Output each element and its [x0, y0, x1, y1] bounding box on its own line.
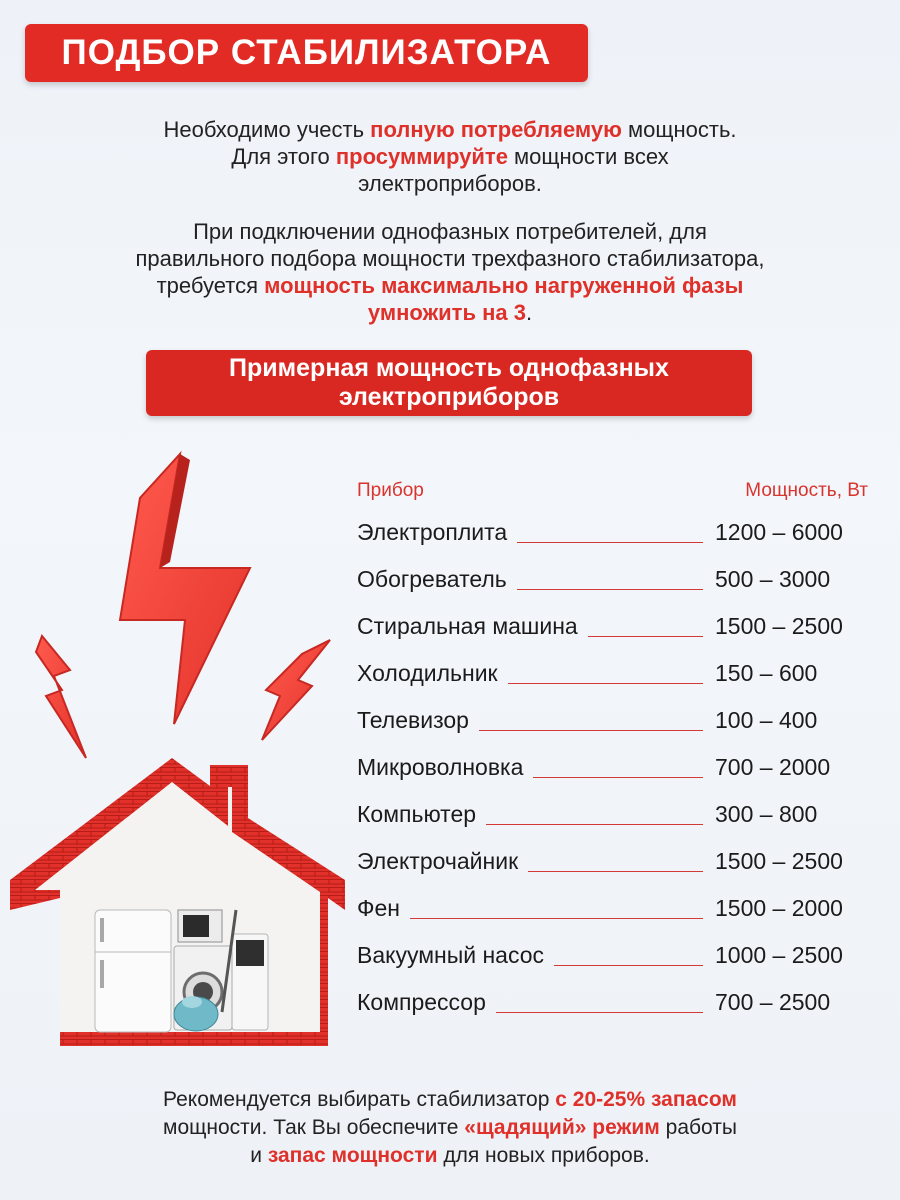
table-banner — [146, 350, 752, 416]
intro2-text-a: При подключении однофазных потребителей, для — [193, 219, 707, 244]
title-banner — [25, 24, 588, 82]
power-value: 1500 – 2500 — [715, 613, 843, 639]
intro1-text-d: Для этого — [231, 144, 336, 169]
power-value: 1500 – 2000 — [715, 895, 843, 921]
table-row — [357, 989, 872, 1019]
table-row — [357, 848, 872, 878]
intro1-highlight-sum: просуммируйте — [335, 144, 508, 169]
table-row — [357, 566, 872, 596]
leader-line — [479, 730, 703, 731]
intro2-highlight-phase: мощность максимально нагруженной фазы — [264, 273, 744, 298]
table-row — [357, 942, 872, 972]
leader-line — [554, 965, 703, 966]
lightning-bolt-icon — [262, 640, 330, 740]
device-name: Вакуумный насос — [357, 942, 545, 968]
intro2-highlight-multiply: умножить на 3 — [367, 300, 526, 325]
leader-line — [508, 683, 703, 684]
footer-text-h: для новых приборов. — [437, 1144, 650, 1167]
device-name: Компрессор — [357, 989, 486, 1015]
page-title: ПОДБОР СТАБИЛИЗАТОРА — [61, 33, 552, 72]
device-name: Фен — [357, 895, 400, 921]
intro2-text-b: правильного подбора мощности трехфазного стабилизатора, — [135, 246, 765, 271]
table-row — [357, 660, 872, 690]
power-value: 1000 – 2500 — [715, 942, 843, 968]
power-value: 100 – 400 — [715, 707, 818, 733]
column-header-device: Прибор — [357, 480, 424, 501]
intro2-text-c: требуется — [156, 273, 265, 298]
device-name: Стиральная машина — [357, 613, 578, 639]
device-name: Телевизор — [357, 707, 469, 733]
intro-paragraph-2 — [60, 218, 840, 326]
footer-text-a: Рекомендуется выбирать стабилизатор — [163, 1088, 556, 1111]
power-value: 700 – 2000 — [715, 754, 831, 780]
table-row — [357, 707, 872, 737]
column-header-power: Мощность, Вт — [745, 480, 868, 501]
table-row — [357, 754, 872, 784]
footer-highlight-mode: «щадящий» режим — [464, 1116, 660, 1139]
footer-text-f: и — [250, 1144, 268, 1167]
intro1-text-a: Необходимо учесть — [163, 117, 371, 142]
table-row — [357, 801, 872, 831]
table-row — [357, 519, 872, 549]
power-value: 150 – 600 — [715, 660, 818, 686]
power-value: 1500 – 2500 — [715, 848, 843, 874]
footer-text-e: работы — [659, 1116, 737, 1139]
device-name: Холодильник — [357, 660, 498, 686]
device-name: Обогреватель — [357, 566, 507, 592]
lightning-bolt-icon — [120, 454, 250, 724]
intro2-text-f: . — [525, 300, 533, 325]
intro-paragraph-1 — [60, 116, 840, 197]
intro1-text-f: мощности всех — [507, 144, 669, 169]
leader-line — [517, 589, 703, 590]
leader-line — [517, 542, 703, 543]
power-value: 1200 – 6000 — [715, 519, 843, 545]
intro1-highlight-full-power: полную потребляемую — [370, 117, 622, 142]
device-name: Электроплита — [357, 519, 508, 545]
power-value: 700 – 2500 — [715, 989, 831, 1015]
table-row — [357, 895, 872, 925]
house-illustration — [0, 440, 345, 1055]
leader-line — [496, 1012, 703, 1013]
leader-line — [486, 824, 703, 825]
leader-line — [528, 871, 703, 872]
intro1-text-g: электроприборов. — [358, 171, 542, 196]
device-name: Микроволновка — [357, 754, 524, 780]
table-banner-line1: Примерная мощность однофазных — [229, 354, 669, 382]
power-value: 500 – 3000 — [715, 566, 831, 592]
device-name: Компьютер — [357, 801, 477, 827]
table-banner-line2: электроприборов — [338, 383, 560, 411]
device-name: Электрочайник — [357, 848, 519, 874]
footer-paragraph — [60, 1086, 840, 1170]
power-value: 300 – 800 — [715, 801, 818, 827]
leader-line — [588, 636, 703, 637]
footer-highlight-reserve: с 20-25% запасом — [555, 1088, 737, 1111]
leader-line — [410, 918, 703, 919]
intro1-text-c: мощность. — [621, 117, 737, 142]
lightning-bolt-icon — [36, 636, 86, 758]
footer-text-c: мощности. Так Вы обеспечите — [163, 1116, 465, 1139]
footer-highlight-power-margin: запас мощности — [267, 1144, 438, 1167]
table-row — [357, 613, 872, 643]
leader-line — [533, 777, 703, 778]
